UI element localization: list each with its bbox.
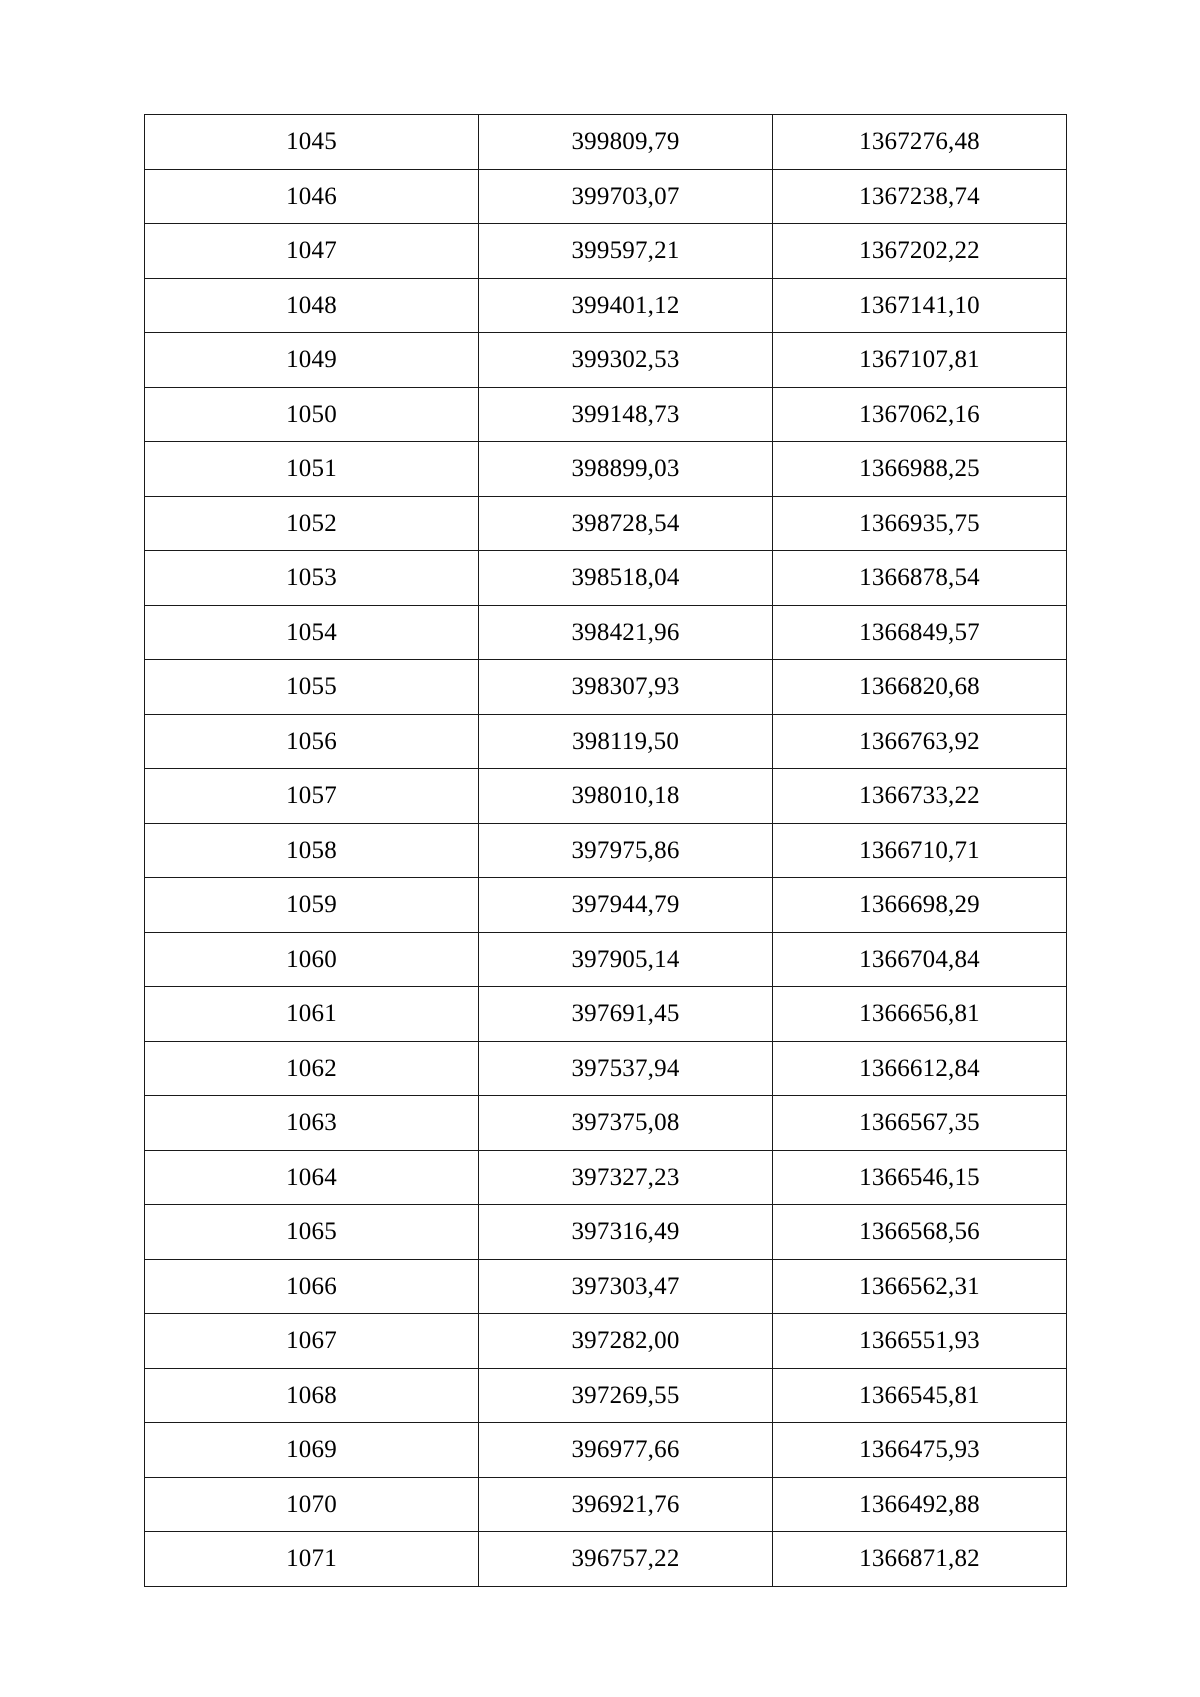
y-coordinate-cell: 1366935,75 [773,496,1067,551]
point-number-cell: 1058 [145,823,479,878]
table-row [145,551,1067,606]
table-row [145,932,1067,987]
table-row [145,169,1067,224]
point-number-cell: 1068 [145,1368,479,1423]
x-coordinate-cell: 399703,07 [479,169,773,224]
point-number-cell: 1053 [145,551,479,606]
x-coordinate-cell: 397944,79 [479,878,773,933]
coordinates-table-body [145,115,1067,1587]
point-number-cell: 1065 [145,1205,479,1260]
table-row [145,496,1067,551]
point-number-cell: 1047 [145,224,479,279]
table-row [145,714,1067,769]
table-row [145,442,1067,497]
y-coordinate-cell: 1366551,93 [773,1314,1067,1369]
y-coordinate-cell: 1366871,82 [773,1532,1067,1587]
point-number-cell: 1054 [145,605,479,660]
x-coordinate-cell: 398010,18 [479,769,773,824]
point-number-cell: 1056 [145,714,479,769]
y-coordinate-cell: 1366562,31 [773,1259,1067,1314]
table-row [145,1314,1067,1369]
y-coordinate-cell: 1366612,84 [773,1041,1067,1096]
point-number-cell: 1057 [145,769,479,824]
point-number-cell: 1066 [145,1259,479,1314]
coordinates-table [144,114,1067,1587]
x-coordinate-cell: 398518,04 [479,551,773,606]
y-coordinate-cell: 1367062,16 [773,387,1067,442]
point-number-cell: 1045 [145,115,479,170]
y-coordinate-cell: 1366656,81 [773,987,1067,1042]
table-row [145,987,1067,1042]
y-coordinate-cell: 1367238,74 [773,169,1067,224]
table-row [145,769,1067,824]
point-number-cell: 1063 [145,1096,479,1151]
table-row [145,1477,1067,1532]
y-coordinate-cell: 1367276,48 [773,115,1067,170]
y-coordinate-cell: 1366878,54 [773,551,1067,606]
x-coordinate-cell: 398119,50 [479,714,773,769]
point-number-cell: 1062 [145,1041,479,1096]
y-coordinate-cell: 1366820,68 [773,660,1067,715]
table-row [145,278,1067,333]
point-number-cell: 1071 [145,1532,479,1587]
table-row [145,1259,1067,1314]
table-row [145,1532,1067,1587]
table-row [145,1096,1067,1151]
point-number-cell: 1070 [145,1477,479,1532]
y-coordinate-cell: 1366568,56 [773,1205,1067,1260]
x-coordinate-cell: 399148,73 [479,387,773,442]
y-coordinate-cell: 1366546,15 [773,1150,1067,1205]
x-coordinate-cell: 399597,21 [479,224,773,279]
x-coordinate-cell: 397975,86 [479,823,773,878]
table-row [145,1423,1067,1478]
point-number-cell: 1069 [145,1423,479,1478]
x-coordinate-cell: 397375,08 [479,1096,773,1151]
table-row [145,1150,1067,1205]
x-coordinate-cell: 396977,66 [479,1423,773,1478]
x-coordinate-cell: 397327,23 [479,1150,773,1205]
table-row [145,605,1067,660]
table-row [145,387,1067,442]
point-number-cell: 1061 [145,987,479,1042]
table-row [145,878,1067,933]
x-coordinate-cell: 398307,93 [479,660,773,715]
y-coordinate-cell: 1366567,35 [773,1096,1067,1151]
y-coordinate-cell: 1366988,25 [773,442,1067,497]
x-coordinate-cell: 396757,22 [479,1532,773,1587]
y-coordinate-cell: 1366849,57 [773,605,1067,660]
point-number-cell: 1046 [145,169,479,224]
x-coordinate-cell: 397269,55 [479,1368,773,1423]
y-coordinate-cell: 1367141,10 [773,278,1067,333]
y-coordinate-cell: 1366704,84 [773,932,1067,987]
point-number-cell: 1048 [145,278,479,333]
point-number-cell: 1050 [145,387,479,442]
x-coordinate-cell: 399401,12 [479,278,773,333]
point-number-cell: 1052 [145,496,479,551]
table-row [145,1041,1067,1096]
point-number-cell: 1060 [145,932,479,987]
point-number-cell: 1059 [145,878,479,933]
table-row [145,224,1067,279]
x-coordinate-cell: 397905,14 [479,932,773,987]
point-number-cell: 1049 [145,333,479,388]
y-coordinate-cell: 1366710,71 [773,823,1067,878]
table-row [145,115,1067,170]
point-number-cell: 1055 [145,660,479,715]
y-coordinate-cell: 1366475,93 [773,1423,1067,1478]
x-coordinate-cell: 398728,54 [479,496,773,551]
x-coordinate-cell: 398421,96 [479,605,773,660]
x-coordinate-cell: 399809,79 [479,115,773,170]
y-coordinate-cell: 1366545,81 [773,1368,1067,1423]
y-coordinate-cell: 1366763,92 [773,714,1067,769]
x-coordinate-cell: 399302,53 [479,333,773,388]
y-coordinate-cell: 1367107,81 [773,333,1067,388]
table-row [145,1205,1067,1260]
x-coordinate-cell: 397691,45 [479,987,773,1042]
table-row [145,333,1067,388]
table-row [145,1368,1067,1423]
point-number-cell: 1067 [145,1314,479,1369]
x-coordinate-cell: 397303,47 [479,1259,773,1314]
y-coordinate-cell: 1366698,29 [773,878,1067,933]
y-coordinate-cell: 1366492,88 [773,1477,1067,1532]
table-row [145,823,1067,878]
x-coordinate-cell: 396921,76 [479,1477,773,1532]
x-coordinate-cell: 397316,49 [479,1205,773,1260]
table-row [145,660,1067,715]
x-coordinate-cell: 398899,03 [479,442,773,497]
x-coordinate-cell: 397537,94 [479,1041,773,1096]
point-number-cell: 1064 [145,1150,479,1205]
y-coordinate-cell: 1367202,22 [773,224,1067,279]
point-number-cell: 1051 [145,442,479,497]
x-coordinate-cell: 397282,00 [479,1314,773,1369]
y-coordinate-cell: 1366733,22 [773,769,1067,824]
